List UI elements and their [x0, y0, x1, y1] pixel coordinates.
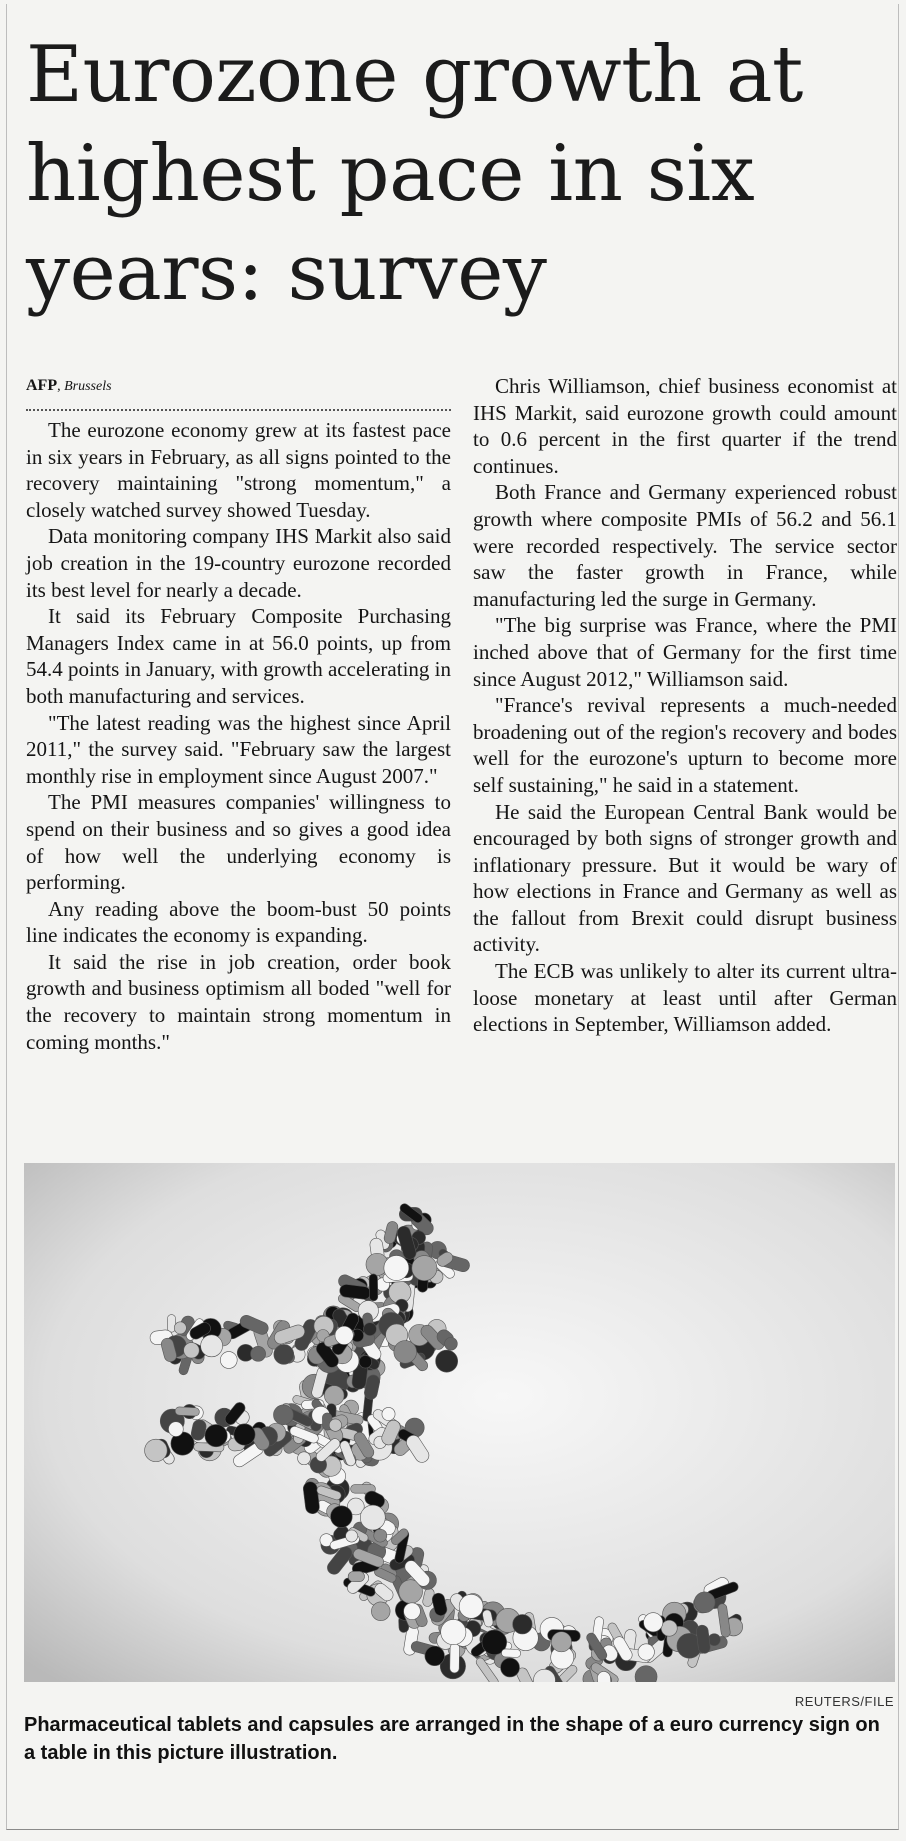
- pill: [174, 1322, 186, 1334]
- pill: [694, 1592, 715, 1613]
- pill: [331, 1506, 353, 1528]
- pill: [412, 1256, 437, 1281]
- pill: [220, 1352, 237, 1369]
- paragraph: The eurozone economy grew at its fastest pace in six years in February, as all signs pointed to the recovery maintaining "strong momentum," a closely watched survey showed Tuesday.: [26, 418, 451, 522]
- euro-pills-photo: [24, 1163, 895, 1682]
- paragraph: It said its February Composite Purchasing Managers Index came in at 56.0 points, up from 54.4 points in January, with growth accelerating in both manufacturing and services.: [26, 604, 451, 708]
- pill: [201, 1335, 223, 1357]
- pill: [661, 1620, 677, 1636]
- pill: [513, 1615, 532, 1634]
- euro-sign-pills-illustration: [24, 1163, 895, 1682]
- pill: [638, 1644, 654, 1660]
- paragraph: It said the rise in job creation, order book growth and business optimism all boded "well for the recovery to maintain strong momentum in coming months.": [26, 949, 451, 1054]
- pill: [384, 1255, 409, 1280]
- pill: [425, 1646, 445, 1666]
- byline-city: Brussels: [64, 379, 112, 394]
- pill: [382, 1407, 395, 1420]
- pill: [441, 1619, 466, 1644]
- pill: [459, 1594, 483, 1618]
- byline: AFP, Brussels: [26, 377, 112, 394]
- headline: Eurozone growth at highest pace in six years: survey: [26, 30, 803, 318]
- paragraph: "The big surprise was France, where the PMI inched above that of Germany for the first time since August 2012," Williamson said.: [473, 613, 897, 691]
- pill: [371, 1602, 390, 1621]
- pill: [360, 1505, 385, 1530]
- pill: [363, 1323, 376, 1336]
- pill: [273, 1405, 293, 1425]
- paragraph: Data monitoring company IHS Markit also said job creation in the 19-country eurozone recorded its best level for nearly a decade.: [26, 524, 451, 602]
- paragraph: The PMI measures companies' willingness to spend on their business and so gives a good idea of how well the underlying economy is performing.: [26, 790, 451, 895]
- pill: [348, 1571, 365, 1582]
- byline-agency: AFP: [26, 377, 58, 394]
- article-column-right: [473, 373, 897, 1038]
- pill: [145, 1439, 168, 1462]
- paragraph: Both France and Germany experienced robust growth where composite PMIs of 56.2 and 56.1 were recorded respectively. The service sector saw the faster growth in France, while manufacturing led the surge in Germany.: [473, 480, 897, 611]
- pill: [369, 1274, 378, 1301]
- article-column-left: [26, 373, 451, 1055]
- pill: [445, 1337, 458, 1350]
- paragraph: "The latest reading was the highest since April 2011," the survey said. "February saw the largest monthly rise in employment since August 2007.": [26, 710, 451, 788]
- paragraph: He said the European Central Bank would be encouraged by both signs of stronger growth and inflationary pressure. But it would be wary of how elections in France and Germany as well as the fallout from Brexit could disrupt business activity.: [473, 799, 897, 957]
- pill: [184, 1343, 200, 1359]
- pill: [298, 1452, 311, 1465]
- pill: [346, 1530, 358, 1542]
- pill: [234, 1424, 255, 1445]
- paragraph: Any reading above the boom-bust 50 points line indicates the economy is expanding.: [26, 896, 451, 948]
- pill: [501, 1658, 520, 1677]
- pill: [404, 1603, 421, 1620]
- pill: [394, 1340, 417, 1363]
- paragraph: The ECB was unlikely to alter its current ultra-loose monetary at least until after German elections in September, Williamson added.: [473, 959, 897, 1037]
- pill: [644, 1613, 663, 1632]
- dotted-divider: [26, 409, 451, 411]
- pill: [168, 1422, 183, 1437]
- photo-credit: REUTERS/FILE: [794, 1694, 894, 1709]
- pill: [324, 1386, 344, 1406]
- pill: [551, 1632, 571, 1652]
- pill: [205, 1424, 227, 1446]
- pill: [359, 1355, 372, 1368]
- pill: [335, 1326, 353, 1344]
- paragraph: "France's revival represents a much-needed broadening out of the region's recovery and bodes well for the eurozone's upturn to become more self sustaining," he said in a statement.: [473, 693, 897, 797]
- photo-caption: Pharmaceutical tablets and capsules are arranged in the shape of a euro currency sign on a table in this picture illustration.: [24, 1714, 880, 1764]
- pill: [501, 1649, 520, 1658]
- paragraph: Chris Williamson, chief business economist at IHS Markit, said eurozone growth could amount to 0.6 percent in the first quarter if the trend continues.: [473, 374, 897, 478]
- pill: [251, 1346, 266, 1361]
- pill: [450, 1643, 460, 1673]
- pill: [175, 1407, 200, 1416]
- pill: [374, 1529, 387, 1542]
- pill: [329, 1419, 341, 1431]
- pill: [274, 1344, 294, 1364]
- pill: [436, 1350, 458, 1372]
